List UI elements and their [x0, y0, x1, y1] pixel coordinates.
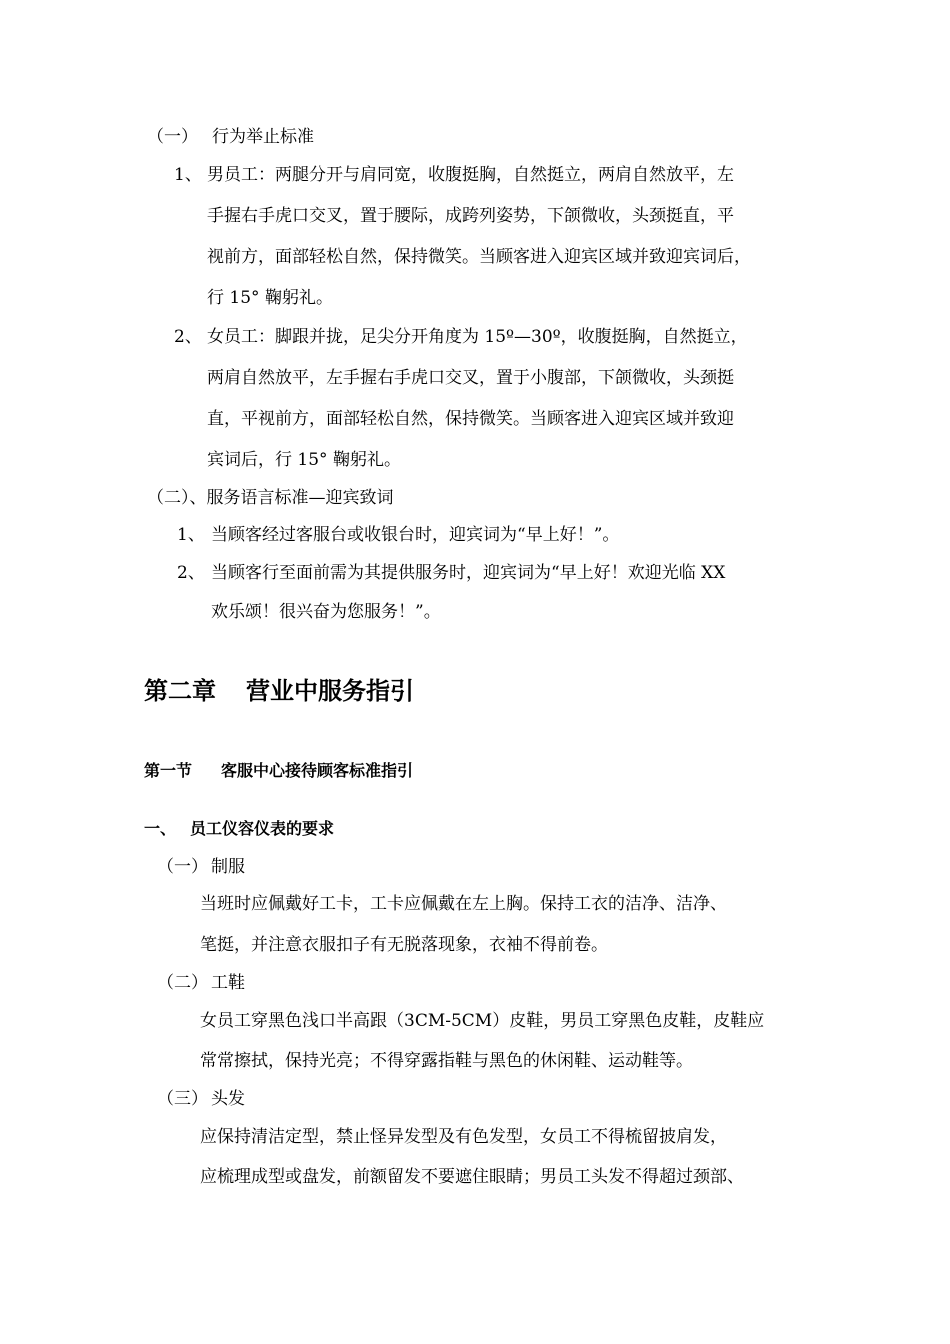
chapter-title: 营业中服务指引	[246, 677, 414, 705]
behavior-heading: 行为举止标准	[212, 127, 314, 147]
female-staff-line-3: 直，平视前方，面部轻松自然，保持微笑。当顾客进入迎宾区域并致迎	[207, 409, 734, 429]
behavior-heading-number: （一）	[147, 127, 198, 147]
section-title: 客服中心接待顾客标准指引	[221, 761, 414, 780]
female-staff-line-4: 宾词后，行 15° 鞠躬礼。	[207, 450, 401, 470]
uniform-number: （一）	[157, 857, 208, 877]
list-item-number: 2、	[174, 327, 202, 347]
part-title: 员工仪容仪表的要求	[190, 819, 335, 838]
greeting-item-2-line-1: 当顾客行至面前需为其提供服务时，迎宾词为“早上好！欢迎光临 XX	[211, 563, 726, 583]
list-item-number: 2、	[177, 563, 205, 583]
list-item-number: 1、	[177, 525, 205, 545]
uniform-title: 制服	[211, 857, 245, 877]
uniform-line-1: 当班时应佩戴好工卡，工卡应佩戴在左上胸。保持工衣的洁净、洁净、	[200, 894, 727, 914]
part-number: 一、	[144, 819, 177, 838]
male-staff-line-3: 视前方，面部轻松自然，保持微笑。当顾客进入迎宾区域并致迎宾词后，	[207, 247, 751, 267]
list-item-number: 1、	[174, 165, 202, 185]
shoes-title: 工鞋	[211, 973, 245, 993]
female-staff-line-2: 两肩自然放平，左手握右手虎口交叉，置于小腹部，下颌微收，头颈挺	[207, 368, 734, 388]
male-staff-line-4: 行 15° 鞠躬礼。	[207, 288, 333, 308]
male-staff-line-1: 男员工：两腿分开与肩同宽，收腹挺胸，自然挺立，两肩自然放平，左	[207, 165, 734, 185]
shoes-number: （二）	[157, 973, 208, 993]
greeting-item-2-line-2: 欢乐颂！很兴奋为您服务！”。	[211, 602, 441, 622]
chapter-number: 第二章	[144, 677, 216, 705]
hair-line-1: 应保持清洁定型，禁止怪异发型及有色发型，女员工不得梳留披肩发，	[200, 1127, 727, 1147]
hair-number: （三）	[157, 1089, 208, 1109]
shoes-line-2: 常常擦拭，保持光亮；不得穿露指鞋与黑色的休闲鞋、运动鞋等。	[200, 1051, 693, 1071]
greeting-item-1: 当顾客经过客服台或收银台时，迎宾词为“早上好！”。	[211, 525, 620, 545]
female-staff-line-1: 女员工：脚跟并拢，足尖分开角度为 15º—30º，收腹挺胸，自然挺立，	[207, 327, 748, 347]
section-number: 第一节	[144, 761, 193, 780]
greeting-heading: （二）、服务语言标准—迎宾致词	[147, 488, 394, 508]
shoes-line-1: 女员工穿黑色浅口半高跟（3CM-5CM）皮鞋，男员工穿黑色皮鞋，皮鞋应	[200, 1011, 765, 1031]
male-staff-line-2: 手握右手虎口交叉，置于腰际，成跨列姿势，下颌微收，头颈挺直，平	[207, 206, 734, 226]
hair-title: 头发	[211, 1089, 245, 1109]
uniform-line-2: 笔挺，并注意衣服扣子有无脱落现象，衣袖不得前卷。	[200, 935, 608, 955]
hair-line-2: 应梳理成型或盘发，前额留发不要遮住眼睛；男员工头发不得超过颈部、	[200, 1167, 744, 1187]
